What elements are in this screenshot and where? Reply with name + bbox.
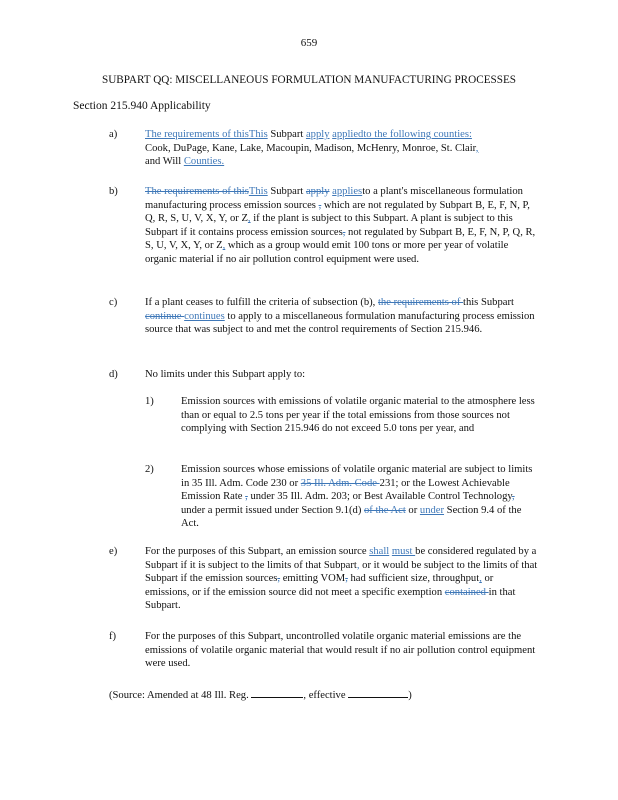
inserted-text: The requirements of this: [145, 129, 249, 140]
deleted-text: ,: [342, 226, 346, 238]
paragraph-body: For the purposes of this Subpart, uncontrolled volatile organic material emissions are the emissions of volatile organic material that would result if no air pollution control equipment were used.: [145, 631, 536, 670]
text-run: which are not regulated by Subpart B, E, F, N, P, Q, R, S, U, V, X, Y, or Z: [145, 199, 530, 225]
deleted-text: ,: [318, 199, 322, 211]
page-number: 659: [300, 37, 318, 49]
paragraph-label: 2): [145, 464, 154, 475]
deleted-text: contained: [444, 586, 489, 598]
text-run: (Source: Amended at 48 Ill. Reg.: [109, 690, 252, 701]
paragraph-label: f): [109, 631, 117, 642]
subpart-title: SUBPART QQ: MISCELLANEOUS FORMULATION MANUFACTURING PROCESSES: [101, 74, 517, 86]
text-run: If a plant ceases to fulfill the criteria of subsection (b),: [145, 297, 378, 308]
paragraph-label: 1): [145, 396, 154, 407]
paragraph-body: [181, 463, 540, 531]
text-run: Cook, DuPage, Kane, Lake, Macoupin, Madison, McHenry, Monroe, St. Clair: [145, 142, 476, 154]
deleted-text: 35 Ill. Adm. Code: [300, 477, 380, 489]
text-run: under 35 Ill. Adm. 203; or Best Available Control Technology: [247, 491, 512, 503]
paragraph-d: [109, 368, 539, 382]
inserted-text: ,: [247, 213, 251, 225]
inserted-text: must: [391, 546, 416, 557]
blank-line: [348, 687, 408, 698]
deleted-text: ,: [345, 573, 348, 585]
text-run: had sufficient size, throughput: [347, 573, 480, 585]
deleted-text: The requirements of this: [145, 186, 249, 197]
subparagraph-d-1: [145, 395, 540, 436]
deleted-text: the requirements of: [377, 297, 463, 308]
text-run: 231; or the Lowest Achievable Emission Rate: [181, 477, 510, 503]
deleted-text: ,: [511, 491, 515, 503]
inserted-text: ,: [356, 559, 360, 571]
text-run: under a permit issued under Section 9.1(d): [181, 504, 364, 516]
text-run: , effective: [303, 690, 349, 701]
paragraph-label: c): [109, 297, 118, 308]
paragraph-c: [109, 296, 539, 337]
text-run: For the purposes of this Subpart, an emission source: [145, 546, 370, 557]
deleted-text: of the Act: [364, 504, 406, 516]
paragraph-label: d): [109, 369, 118, 380]
deleted-text: apply: [305, 186, 330, 197]
inserted-text: ,: [222, 240, 226, 252]
inserted-text: This: [248, 129, 268, 140]
text-run: to apply to a miscellaneous formulation manufacturing process emission source that was subject to and met the control requirements of Section 215.946.: [145, 310, 535, 336]
source-note: [109, 687, 412, 703]
paragraph-body: No limits under this Subpart apply to:: [145, 369, 306, 380]
inserted-text: applies: [332, 186, 363, 197]
paragraph-label: b): [109, 186, 118, 197]
paragraph-a: [109, 128, 539, 169]
text-run: in that Subpart.: [145, 586, 516, 612]
text-run: which as a group would emit 100 tons or more per year of volatile organic material if no air pollution control equipment were used.: [145, 240, 509, 265]
section-title: Section 215.940 Applicability: [73, 100, 211, 112]
text-run: or it would be subject to the limits of that Subpart if the emission sources: [145, 559, 538, 585]
deleted-text: ,: [245, 491, 248, 503]
inserted-text: ,: [475, 142, 479, 154]
paragraph-body: [145, 296, 539, 337]
paragraph-body: Emission sources with emissions of volatile organic material to the atmosphere less than or equal to 2.5 tons per year if the total emissions from those sources not complying with Section 215.946 do not exceed 5.0 tons per year, and: [181, 396, 535, 435]
inserted-text: applied: [332, 129, 364, 140]
inserted-text: shall: [369, 546, 390, 557]
text-run: Emission sources whose emissions of volatile organic material are subject to limits in 35 Ill. Adm. Code 230 or: [181, 464, 533, 489]
inserted-text: to the following counties:: [363, 129, 472, 140]
text-run: this Subpart: [463, 297, 514, 308]
inserted-text: This: [248, 186, 268, 197]
paragraph-label: e): [109, 546, 118, 557]
paragraph-f: [109, 630, 539, 671]
deleted-text: ,: [277, 573, 281, 585]
text-run: ): [408, 690, 412, 701]
text-run: emitting VOM: [280, 573, 346, 585]
inserted-text: ,: [479, 573, 482, 585]
text-run: or: [405, 504, 420, 516]
text-run: to a plant's miscellaneous formulation manufacturing process emission sources: [145, 186, 523, 211]
text-run: Section 9.4 of the Act.: [181, 504, 522, 530]
text-run: be considered regulated by a Subpart if it is subject to the limits of that Subpart: [145, 546, 537, 571]
blank-line: [251, 687, 303, 698]
paragraph-e: [109, 545, 539, 613]
text-run: not regulated by Subpart B, E, F, N, P, Q, R, S, U, V, X, Y, or Z: [145, 226, 536, 252]
inserted-text: under: [419, 504, 445, 516]
inserted-text: .: [221, 156, 225, 168]
subparagraph-d-2: [145, 463, 540, 531]
paragraph-b: [109, 185, 539, 267]
text-run: and Will: [145, 156, 182, 168]
paragraph-body: The requirements of thisThis Subpart apply appliedto the following counties: Cook, DuPage, Kane, Lake, Macoupin, Madison, McHenry, Monroe, St. Clair, and Will Counties.: [145, 129, 479, 168]
text-run: or emissions, or if the emission source did not meet a specific exemption: [145, 573, 494, 598]
inserted-text: continues: [184, 310, 225, 322]
paragraph-label: a): [109, 129, 118, 140]
paragraph-body: The requirements of thisThis Subpart apply appliesto a plant's miscellaneous formulation manufacturing process emission sources , which are not regulated by Subpart B, E, F, N, P, Q, R, S, U, V, X, Y, or Z, if the plant is subject to this Subpart. A plant is subject to this Subpart if it contains process emission sources, not regulated by Subpart B, E, F, N, P, Q, R, S, U, V, X, Y, or Z, which as a group would emit 100 tons or more per year of volatile organic material if no air pollution control equipment were used.: [145, 186, 536, 265]
deleted-text: continue: [145, 310, 185, 322]
inserted-text: Counties: [183, 156, 222, 168]
inserted-text: apply: [305, 129, 330, 140]
paragraph-body: [145, 545, 539, 613]
text-run: if the plant is subject to this Subpart. A plant is subject to this Subpart if it contains process emission sources: [145, 213, 513, 238]
